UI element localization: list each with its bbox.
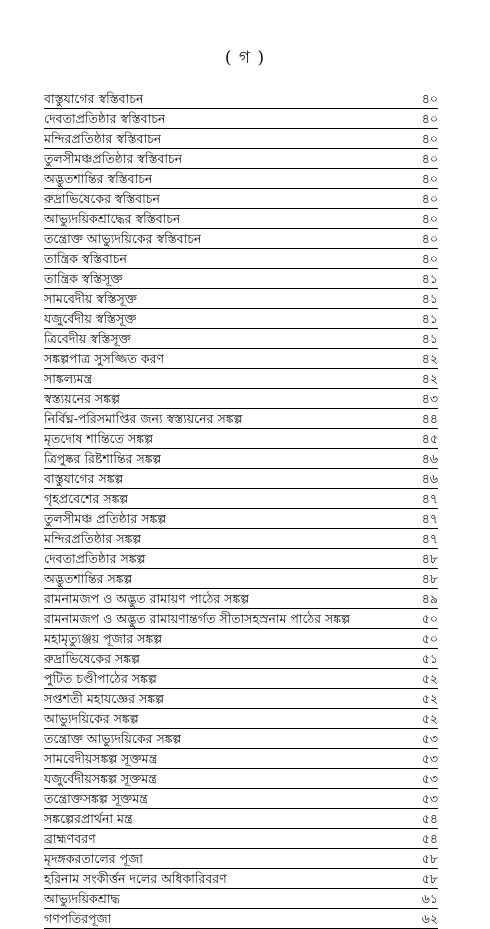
toc-entry-title: মন্দিরপ্রতিষ্ঠার স্বস্তিবাচন [44,131,162,146]
toc-entry-page: ৪০ [421,191,438,206]
toc-entry [44,189,438,209]
toc-entry-page: ৪০ [421,171,438,186]
toc-entry [44,429,438,449]
toc-entry-title: অদ্ভুতশান্তির সঙ্কল্প [44,571,133,586]
toc-entry-title: মন্দিরপ্রতিষ্ঠার সঙ্কল্প [44,531,142,546]
toc-entry [44,749,438,769]
toc-entry-page: ৫৮ [421,851,438,866]
toc-entry-title: তান্ত্রিক স্বস্তিসূক্ত [44,271,123,286]
toc-entry-page: ৪১ [421,331,438,346]
toc-entry-page: ৪৮ [421,551,438,566]
toc-entry [44,549,438,569]
toc-entry-title: অদ্ভুতশান্তির স্বস্তিবাচন [44,171,153,186]
toc-entry-page: ৪০ [421,211,438,226]
toc-entry-page: ৪৭ [421,491,438,506]
toc-entry-title: সামবেদীয়সঙ্কল্প সূক্তমন্ত্র [44,751,158,766]
toc-entry-page: ৪০ [421,111,438,126]
toc-entry [44,289,438,309]
toc-entry-title: আভ্যুদয়িকশ্রাদ্ধ [44,891,120,906]
toc-entry-page: ৪৬ [421,471,438,486]
toc-entry [44,389,438,409]
toc-entry-page: ৬১ [421,891,438,906]
toc-entry-title: মৃদঙ্গকরতালের পূজা [44,851,143,866]
toc-entry [44,849,438,869]
toc-entry-title: সপ্তশতী মহাযজ্ঞের সঙ্কল্প [44,691,165,706]
toc-entry [44,469,438,489]
toc-entry [44,489,438,509]
toc-entry-title: ব্রাহ্মণবরণ [44,831,96,846]
toc-entry-page: ৫৪ [421,831,438,846]
toc-entry-page: ৫২ [421,691,438,706]
toc-entry-page: ৪৭ [421,511,438,526]
toc-entry [44,169,438,189]
toc-entry-title: হরিনাম সংকীর্ত্তন দলের অধিকারিবরণ [44,871,227,886]
toc-entry-page: ৫৩ [421,751,438,766]
toc-entry [44,789,438,809]
toc-entry-page: ৫৩ [421,771,438,786]
toc-entry [44,329,438,349]
toc-entry [44,609,438,629]
toc-entry [44,909,438,929]
toc-entry-title: রামনামজপ ও অদ্ভুত রামায়ণ পাঠের সঙ্কল্প [44,591,250,606]
toc-entry [44,109,438,129]
table-of-contents [44,89,438,929]
toc-entry-title: তন্ত্রোক্ত আভ্যুদয়িকের সঙ্কল্প [44,731,182,746]
page-heading: ( গ ) [224,48,266,68]
toc-entry-title: ত্রিবেদীয় স্বস্তিসূক্ত [44,331,131,346]
toc-entry-title: তুলসীমঞ্চপ্রতিষ্ঠার স্বস্তিবাচন [44,151,183,166]
toc-entry [44,689,438,709]
toc-entry-page: ৪০ [421,131,438,146]
toc-entry-page: ৫০ [421,631,438,646]
toc-entry-title: গৃহপ্রবেশের সঙ্কল্প [44,491,129,506]
toc-entry-title: আভ্যুদয়িকশ্রাদ্ধের স্বস্তিবাচন [44,211,181,226]
toc-entry-page: ৪১ [421,291,438,306]
toc-entry [44,769,438,789]
toc-entry-title: গণপতিরপূজা [44,911,112,926]
toc-entry-page: ৫৩ [421,791,438,806]
toc-entry [44,829,438,849]
toc-entry-page: ৫০ [421,611,438,626]
toc-entry-title: রামনামজপ ও অদ্ভুত রামায়ণান্তর্গত সীতাসহস্রনাম পাঠের সঙ্কল্প [44,611,351,626]
toc-entry-page: ৪৯ [421,591,438,606]
toc-entry [44,229,438,249]
toc-entry-title: স্বস্ত্যয়নের সঙ্কল্প [44,391,120,406]
toc-entry [44,309,438,329]
toc-entry [44,369,438,389]
toc-entry-title: সাঙ্কল্যমন্ত্র [44,371,93,386]
toc-entry [44,269,438,289]
toc-entry-title: মৃতদোষ শান্তিতে সঙ্কল্প [44,431,153,446]
toc-entry [44,729,438,749]
toc-entry [44,529,438,549]
toc-entry-page: ৪২ [421,351,438,366]
toc-entry [44,149,438,169]
toc-entry-title: রুদ্রাভিষেকের স্বস্তিবাচন [44,191,160,206]
toc-entry-page: ৫৪ [421,811,438,826]
toc-entry [44,209,438,229]
toc-entry-title: তান্ত্রিক স্বস্তিবাচন [44,251,127,266]
toc-entry-page: ৪১ [421,311,438,326]
toc-entry-title: মহামৃত্যুঞ্জয় পূজার সঙ্কল্প [44,631,163,646]
toc-entry-page: ৪৮ [421,571,438,586]
toc-entry-page: ৫৮ [421,871,438,886]
toc-entry-title: দেবতাপ্রতিষ্ঠার সঙ্কল্প [44,551,146,566]
toc-entry-page: ৫২ [421,711,438,726]
toc-entry [44,649,438,669]
toc-entry [44,889,438,909]
toc-entry-title: বাস্তুযাগের সঙ্কল্প [44,471,124,486]
toc-entry-title: বাস্তুযাগের স্বস্তিবাচন [44,91,144,106]
toc-entry-page: ৪২ [421,371,438,386]
toc-entry-page: ৪০ [421,91,438,106]
toc-entry-title: সঙ্কল্পপাত্র সুসজ্জিত করণ [44,351,165,366]
toc-entry-title: সামবেদীয় স্বস্তিসূক্ত [44,291,137,306]
toc-entry-page: ৪৬ [421,451,438,466]
toc-entry-title: তন্ত্রোক্ত আভ্যুদয়িকের স্বস্তিবাচন [44,231,202,246]
toc-entry-page: ৪১ [421,271,438,286]
toc-entry [44,709,438,729]
toc-entry [44,249,438,269]
toc-entry-page: ৪০ [421,151,438,166]
toc-entry-title: পুটিত চণ্ডীপাঠের সঙ্কল্প [44,671,157,686]
toc-entry [44,629,438,649]
toc-entry [44,669,438,689]
toc-entry [44,409,438,429]
toc-entry-title: তুলসীমঞ্চ প্রতিষ্ঠার সঙ্কল্প [44,511,167,526]
toc-entry-title: নির্বিঘ্ন-পরিসমাপ্তির জন্য স্বস্ত্যয়নের সঙ্কল্প [44,411,243,426]
toc-entry [44,349,438,369]
toc-entry-page: ৫৩ [421,731,438,746]
toc-entry-page: ৫১ [421,651,438,666]
toc-entry [44,589,438,609]
toc-entry-page: ৬২ [421,911,438,926]
toc-entry [44,569,438,589]
toc-entry-title: যজুর্বেদীয়সঙ্কল্প সূক্তমন্ত্র [44,771,157,786]
toc-entry [44,89,438,109]
toc-entry-title: আভ্যুদয়িকের সঙ্কল্প [44,711,139,726]
toc-entry-page: ৪৫ [421,431,438,446]
toc-entry [44,129,438,149]
toc-entry [44,809,438,829]
toc-entry-page: ৫২ [421,671,438,686]
toc-entry-page: ৪০ [421,231,438,246]
toc-entry-page: ৪০ [421,251,438,266]
toc-entry [44,449,438,469]
toc-entry-title: ত্রিপুষ্কর রিষ্টশান্তির সঙ্কল্প [44,451,162,466]
toc-entry-page: ৪৩ [421,391,438,406]
toc-entry-title: তন্ত্রোক্তসঙ্কল্প সূক্তমন্ত্র [44,791,148,806]
toc-entry [44,869,438,889]
toc-entry-title: সঙ্কল্পেরপ্রার্থনা মন্ত্র [44,811,133,826]
toc-entry-page: ৪৪ [421,411,438,426]
toc-entry-title: রুদ্রাভিষেকের সঙ্কল্প [44,651,140,666]
toc-entry-title: দেবতাপ্রতিষ্ঠার স্বস্তিবাচন [44,111,166,126]
toc-entry-page: ৪৭ [421,531,438,546]
toc-entry-title: যজুর্বেদীয় স্বস্তিসূক্ত [44,311,137,326]
toc-entry [44,509,438,529]
